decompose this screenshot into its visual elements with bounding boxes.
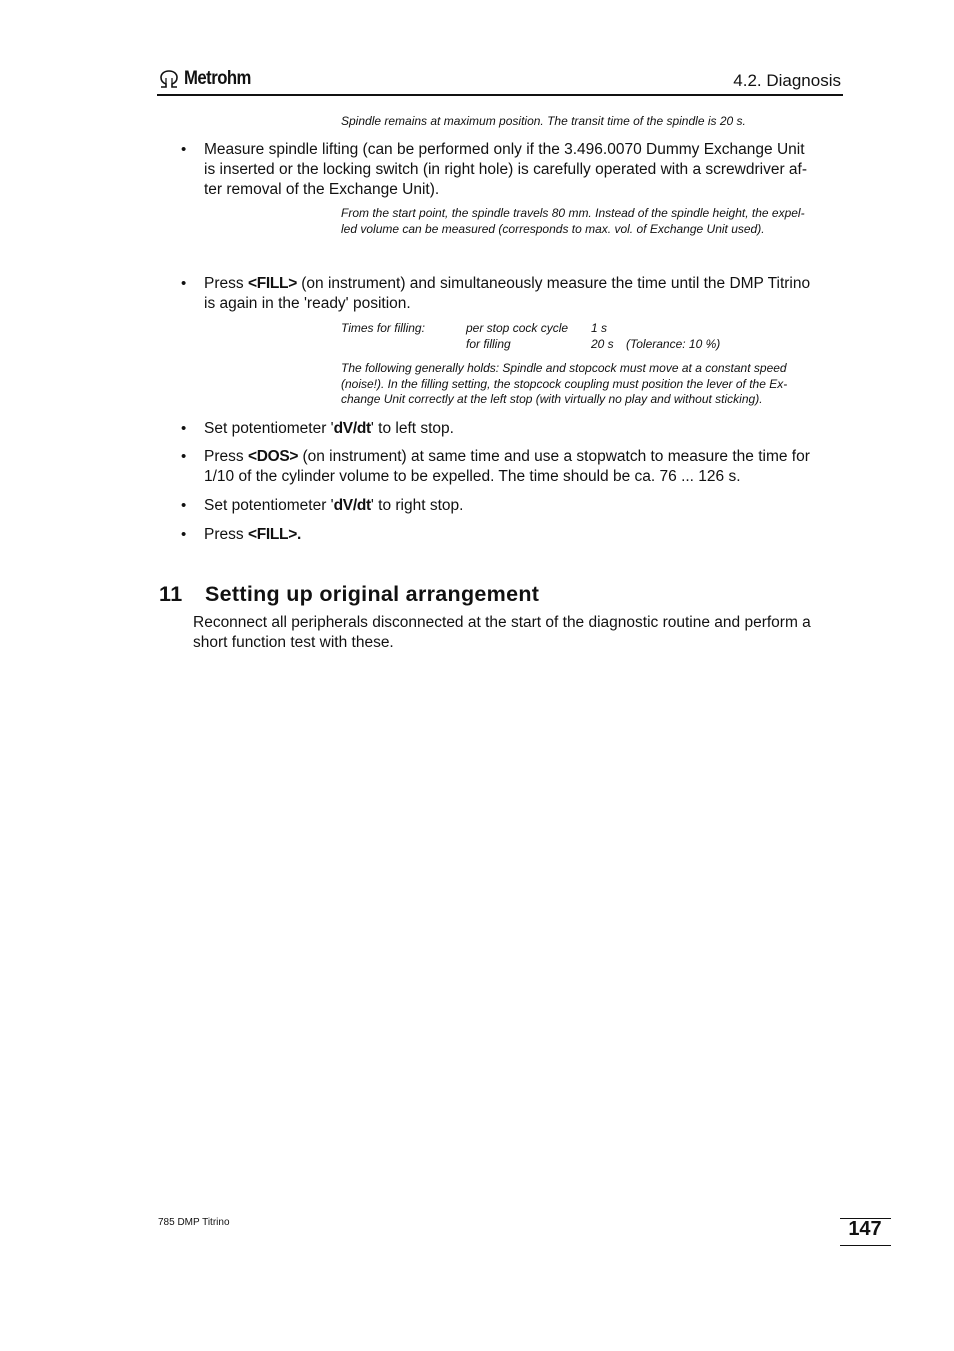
list-item-press-dos xyxy=(181,447,840,487)
bullet-text: Set potentiometer ' xyxy=(204,420,334,437)
note-spindle-max: Spindle remains at maximum position. The transit time of the spindle is 20 s. xyxy=(341,114,746,128)
filling-table-item: for filling xyxy=(466,337,511,351)
metrohm-omega-icon xyxy=(158,69,180,89)
bullet-icon: • xyxy=(181,526,187,543)
filling-table-value: 20 s xyxy=(591,337,614,351)
bullet-line: is again in the 'ready' position. xyxy=(204,295,411,312)
bullet-icon: • xyxy=(181,420,187,437)
note-line: From the start point, the spindle travels 80 mm. Instead of the spindle height, the expel- xyxy=(341,206,805,220)
section-title: Setting up original arrangement xyxy=(205,582,540,606)
bullet-text: Set potentiometer ' xyxy=(204,497,334,514)
bullet-text: (on instrument) at same time and use a stopwatch to measure the time for xyxy=(298,448,810,465)
bullet-text: Press xyxy=(204,526,248,543)
key-dos: <DOS> xyxy=(247,448,299,465)
bullet-line: ter removal of the Exchange Unit). xyxy=(204,181,440,198)
page-number-rule-bottom xyxy=(840,1245,891,1246)
list-item-potentiometer-left xyxy=(181,419,840,439)
bullet-text: ' to right stop. xyxy=(370,497,464,514)
bullet-icon: • xyxy=(181,497,187,514)
bullet-line: is inserted or the locking switch (in right hole) is carefully operated with a screwdriver af- xyxy=(204,161,808,178)
list-item-potentiometer-right xyxy=(181,496,840,516)
note-line: The following generally holds: Spindle and stopcock must move at a constant speed xyxy=(341,361,787,375)
filling-table-value: 1 s xyxy=(591,321,608,335)
note-spindle-travel xyxy=(341,206,841,237)
header-divider xyxy=(157,94,843,96)
brand-logo xyxy=(158,67,260,91)
bullet-line: Measure spindle lifting (can be performed only if the 3.496.0070 Dummy Exchange Unit xyxy=(204,141,805,158)
body-line: short function test with these. xyxy=(193,634,394,651)
section-number: 11 xyxy=(159,582,183,606)
page-number: 147 xyxy=(848,1218,882,1240)
bullet-line: 1/10 of the cylinder volume to be expelled. The time should be ca. 76 ... 126 s. xyxy=(204,468,741,485)
note-general xyxy=(341,361,841,408)
list-item-press-fill-final xyxy=(181,525,840,545)
footer-product: 785 DMP Titrino xyxy=(158,1217,230,1228)
bullet-text: (on instrument) and simultaneously measure the time until the DMP Titrino xyxy=(296,275,811,292)
filling-table-item: per stop cock cycle xyxy=(466,321,569,335)
key-dvdt: dV/dt xyxy=(333,420,371,437)
bullet-text: Press xyxy=(204,448,248,465)
list-item-spindle-lifting xyxy=(181,140,840,200)
note-line: (noise!). In the filling setting, the stopcock coupling must position the lever of the Ex- xyxy=(341,376,788,391)
bullet-icon: • xyxy=(181,448,187,465)
bullet-icon: • xyxy=(181,275,187,292)
section-body xyxy=(193,613,843,653)
note-line: led volume can be measured (corresponds to max. vol. of Exchange Unit used). xyxy=(341,221,765,236)
key-fill: <FILL>. xyxy=(247,526,301,543)
filling-table-label: Times for filling: xyxy=(341,321,425,335)
key-dvdt: dV/dt xyxy=(333,497,371,514)
key-fill: <FILL> xyxy=(247,275,297,292)
section-reference: 4.2. Diagnosis xyxy=(733,71,841,90)
body-line: Reconnect all peripherals disconnected at the start of the diagnostic routine and perform a xyxy=(193,614,811,631)
bullet-text: ' to left stop. xyxy=(370,420,454,437)
filling-table-tolerance: (Tolerance: 10 %) xyxy=(626,337,721,351)
note-line: change Unit correctly at the left stop (with virtually no play and without sticking). xyxy=(341,392,763,406)
list-item-press-fill xyxy=(181,274,840,314)
bullet-icon: • xyxy=(181,141,187,158)
bullet-text: Press xyxy=(204,275,248,292)
brand-name: Metrohm xyxy=(184,68,251,89)
